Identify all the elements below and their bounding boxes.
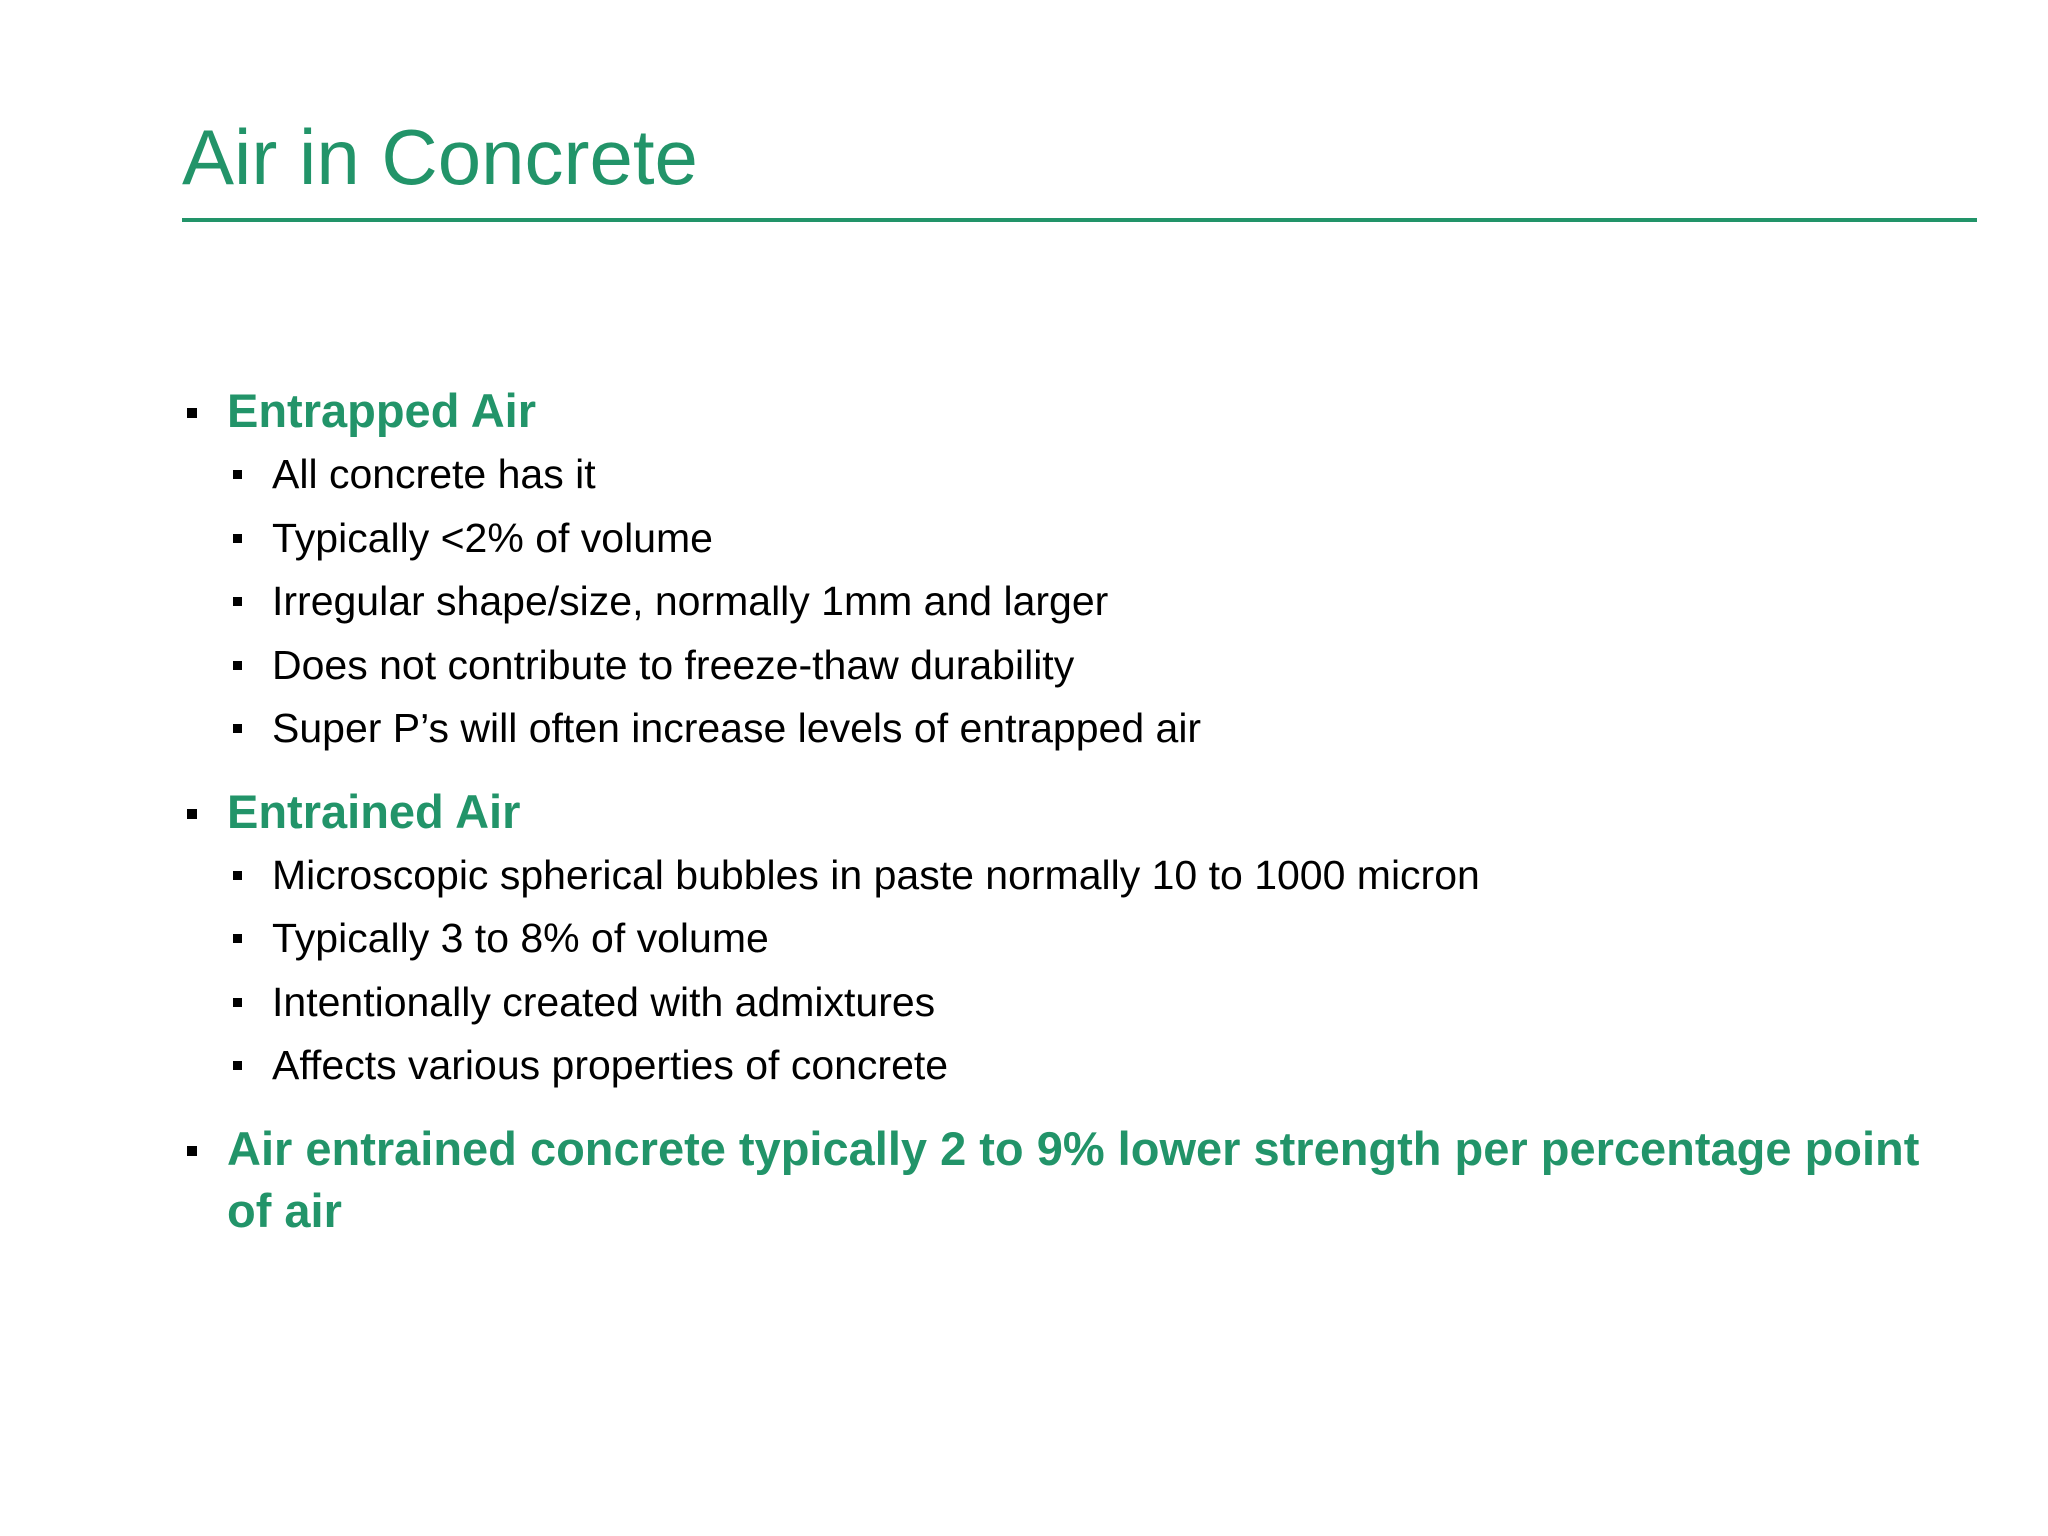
list-item-text: Affects various properties of concrete bbox=[272, 1042, 949, 1089]
list-item-text: Irregular shape/size, normally 1mm and larger bbox=[272, 578, 1109, 625]
section-heading-text: Entrapped Air bbox=[227, 384, 537, 437]
square-bullet-icon bbox=[187, 408, 197, 418]
square-bullet-icon bbox=[233, 661, 242, 670]
square-bullet-icon bbox=[233, 998, 242, 1007]
list-item bbox=[182, 971, 1972, 1035]
section-heading-text: Air entrained concrete typically 2 to 9% lower strength per percentage point of air bbox=[227, 1121, 1920, 1238]
title-underline bbox=[182, 218, 1977, 222]
section-heading bbox=[182, 1118, 1972, 1243]
section-entrained-air bbox=[182, 781, 1972, 1098]
section-heading-text: Entrained Air bbox=[227, 784, 521, 838]
square-bullet-icon bbox=[233, 534, 242, 543]
list-item-text: Super P’s will often increase levels of entrapped air bbox=[272, 705, 1202, 752]
list-item bbox=[182, 1034, 1972, 1098]
section-entrapped-air bbox=[182, 380, 1972, 761]
sub-bullet-list bbox=[182, 844, 1972, 1098]
slide-title: Air in Concrete bbox=[182, 113, 698, 201]
section-strength-note bbox=[182, 1118, 1972, 1243]
list-item-text: All concrete has it bbox=[272, 450, 596, 497]
list-item bbox=[182, 634, 1972, 698]
list-item-text: Typically 3 to 8% of volume bbox=[272, 915, 769, 962]
list-item bbox=[182, 697, 1972, 761]
list-item-text: Intentionally created with admixtures bbox=[272, 978, 936, 1025]
square-bullet-icon bbox=[187, 1146, 197, 1156]
list-item-text: Microscopic spherical bubbles in paste normally 10 to 1000 micron bbox=[272, 851, 1480, 898]
square-bullet-icon bbox=[233, 724, 242, 733]
list-item bbox=[182, 443, 1972, 507]
slide-content bbox=[182, 380, 1972, 1243]
list-item-text: Typically <2% of volume bbox=[272, 514, 713, 561]
section-heading bbox=[182, 380, 1972, 443]
square-bullet-icon bbox=[233, 934, 242, 943]
list-item-text: Does not contribute to freeze-thaw durability bbox=[272, 641, 1075, 688]
list-item bbox=[182, 907, 1972, 971]
section-heading bbox=[182, 781, 1972, 844]
square-bullet-icon bbox=[187, 809, 197, 819]
list-item bbox=[182, 507, 1972, 571]
square-bullet-icon bbox=[233, 871, 242, 880]
square-bullet-icon bbox=[233, 470, 242, 479]
list-item bbox=[182, 844, 1972, 908]
list-item bbox=[182, 570, 1972, 634]
square-bullet-icon bbox=[233, 1061, 242, 1070]
sub-bullet-list bbox=[182, 443, 1972, 761]
square-bullet-icon bbox=[233, 597, 242, 606]
